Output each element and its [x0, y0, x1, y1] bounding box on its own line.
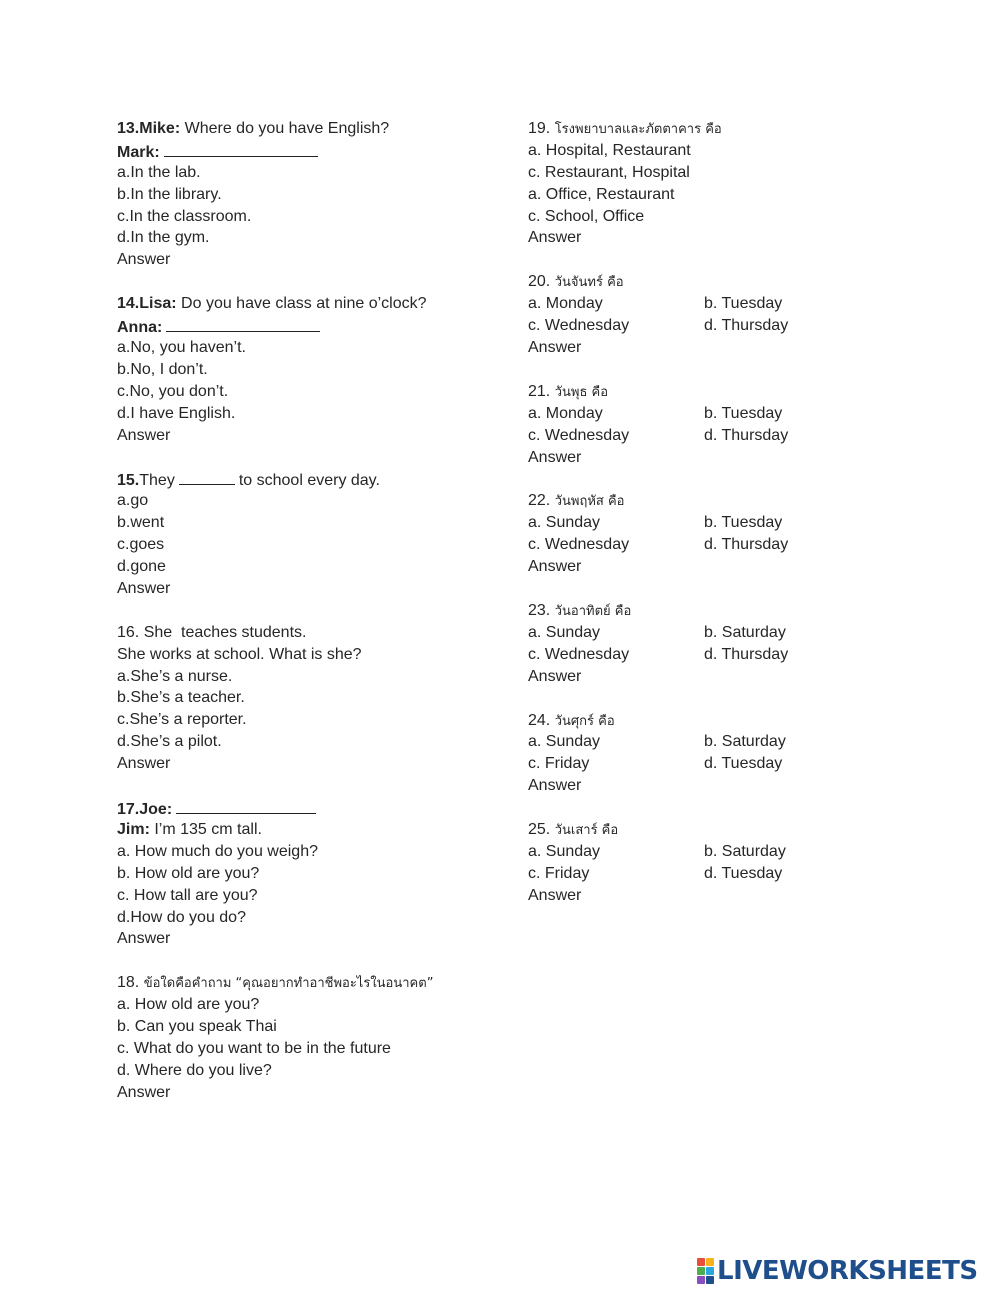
- logo-block: [697, 1258, 705, 1266]
- option: c. Wednesday: [528, 536, 630, 554]
- option: c. Wednesday: [528, 645, 630, 663]
- option: c.In the classroom.: [117, 207, 252, 225]
- option: a. Sunday: [528, 843, 601, 861]
- option: c. Restaurant, Hospital: [528, 163, 690, 181]
- option: c. Friday: [528, 864, 590, 882]
- question-16-prompt: 16. She teaches students.: [117, 623, 307, 641]
- option: b. Tuesday: [704, 514, 783, 532]
- option: d.In the gym.: [117, 229, 210, 247]
- option: c.goes: [117, 536, 165, 554]
- answer-field[interactable]: Answer: [117, 426, 171, 444]
- option: d. Thursday: [704, 317, 789, 335]
- question-24-prompt: 24. วันศุกร์ คือ: [528, 711, 615, 729]
- question-13-response: Mark:: [117, 140, 497, 162]
- option: b.She’s a teacher.: [117, 689, 245, 707]
- question-18-prompt: 18. ข้อใดคือคำถาม “คุณอยากทำอาชีพอะไรในอนาคต”: [117, 974, 434, 992]
- logo-mark-icon: [697, 1258, 714, 1284]
- option: d. Thursday: [704, 536, 789, 554]
- logo-block: [697, 1276, 705, 1284]
- question-17-response: Jim: I’m 135 cm tall.: [117, 820, 262, 838]
- liveworksheets-logo[interactable]: [697, 1256, 978, 1286]
- answer-blank[interactable]: [164, 140, 318, 157]
- option-row: [528, 534, 948, 556]
- option: a.She’s a nurse.: [117, 667, 233, 685]
- question-21-prompt: 21. วันพุธ คือ: [528, 382, 609, 400]
- option-row: [528, 293, 948, 315]
- option: a. Monday: [528, 404, 603, 422]
- option-row: [528, 512, 948, 534]
- answer-field[interactable]: Answer: [117, 1083, 171, 1101]
- question-13: [117, 118, 497, 271]
- option-row: [528, 622, 948, 644]
- right-column: [528, 118, 948, 907]
- answer-field[interactable]: Answer: [117, 755, 171, 773]
- answer-field[interactable]: Answer: [117, 579, 171, 597]
- question-15: [117, 468, 497, 599]
- option: b. Tuesday: [704, 295, 783, 313]
- option: d. Where do you live?: [117, 1061, 272, 1079]
- option: b. How old are you?: [117, 864, 260, 882]
- logo-block: [706, 1258, 714, 1266]
- option: d.I have English.: [117, 404, 236, 422]
- question-23-prompt: 23. วันอาทิตย์ คือ: [528, 602, 632, 620]
- answer-field[interactable]: Answer: [528, 339, 582, 357]
- question-19: [528, 118, 948, 249]
- option: d.She’s a pilot.: [117, 733, 222, 751]
- option: b. Saturday: [704, 843, 786, 861]
- question-16: [117, 622, 497, 775]
- option: a. Monday: [528, 295, 603, 313]
- question-16-prompt-2: She works at school. What is she?: [117, 645, 362, 663]
- option: a. Sunday: [528, 733, 601, 751]
- answer-blank[interactable]: [179, 468, 235, 485]
- option: d. Tuesday: [704, 755, 783, 773]
- option: b.In the library.: [117, 185, 222, 203]
- option-row: [528, 644, 948, 666]
- option-row: [528, 841, 948, 863]
- question-17-prompt: 17.Joe:: [117, 797, 497, 819]
- option: c. What do you want to be in the future: [117, 1039, 391, 1057]
- answer-field[interactable]: Answer: [528, 886, 582, 904]
- answer-field[interactable]: Answer: [528, 667, 582, 685]
- option-row: [528, 863, 948, 885]
- question-24: [528, 710, 948, 798]
- option: a. Hospital, Restaurant: [528, 141, 691, 159]
- option-row: [528, 753, 948, 775]
- logo-block: [706, 1276, 714, 1284]
- question-25: [528, 819, 948, 907]
- logo-block: [706, 1267, 714, 1275]
- left-column: [117, 118, 497, 1104]
- option: c.She’s a reporter.: [117, 711, 247, 729]
- answer-blank[interactable]: [166, 315, 320, 332]
- question-14-prompt: 14.Lisa: Do you have class at nine o’clock?: [117, 295, 427, 313]
- option: a. Office, Restaurant: [528, 185, 675, 203]
- option: b.No, I don’t.: [117, 360, 208, 378]
- answer-field[interactable]: Answer: [528, 558, 582, 576]
- option: d.gone: [117, 558, 166, 576]
- option: d. Thursday: [704, 426, 789, 444]
- question-20-prompt: 20. วันจันทร์ คือ: [528, 273, 624, 291]
- option: a.go: [117, 492, 149, 510]
- option: c.No, you don’t.: [117, 382, 229, 400]
- answer-field[interactable]: Answer: [528, 229, 582, 247]
- question-13-prompt: 13.Mike: Where do you have English?: [117, 120, 390, 137]
- question-14-response: Anna:: [117, 315, 497, 337]
- option-row: [528, 403, 948, 425]
- question-19-prompt: 19. โรงพยาบาลและภัตตาคาร คือ: [528, 120, 722, 137]
- option: c. How tall are you?: [117, 886, 258, 904]
- option-row: [528, 731, 948, 753]
- question-17: [117, 797, 497, 950]
- option: b.went: [117, 514, 165, 532]
- option: a.In the lab.: [117, 163, 201, 181]
- option: d.How do you do?: [117, 908, 246, 926]
- question-21: [528, 381, 948, 469]
- option: b. Can you speak Thai: [117, 1018, 277, 1036]
- answer-blank[interactable]: [176, 797, 316, 814]
- option: b. Saturday: [704, 733, 786, 751]
- option-row: [528, 315, 948, 337]
- option: a.No, you haven’t.: [117, 339, 246, 357]
- question-25-prompt: 25. วันเสาร์ คือ: [528, 821, 619, 839]
- answer-field[interactable]: Answer: [117, 930, 171, 948]
- answer-field[interactable]: Answer: [528, 777, 582, 795]
- question-22-prompt: 22. วันพฤหัส คือ: [528, 492, 625, 510]
- option: a. Sunday: [528, 623, 601, 641]
- answer-field[interactable]: Answer: [528, 448, 582, 466]
- logo-block: [697, 1267, 705, 1275]
- option: c. Wednesday: [528, 426, 630, 444]
- option: b. Tuesday: [704, 404, 783, 422]
- question-22: [528, 490, 948, 578]
- option: b. Saturday: [704, 623, 786, 641]
- option: d. Thursday: [704, 645, 789, 663]
- question-15-prompt: 15.They to school every day.: [117, 468, 497, 490]
- option: d. Tuesday: [704, 864, 783, 882]
- option: a. How much do you weigh?: [117, 842, 318, 860]
- question-18: [117, 972, 497, 1103]
- option: c. School, Office: [528, 207, 645, 225]
- option-row: [528, 425, 948, 447]
- logo-text: LIVEWORKSHEETS: [717, 1256, 978, 1286]
- option: c. Friday: [528, 755, 590, 773]
- option: a. Sunday: [528, 514, 601, 532]
- question-20: [528, 271, 948, 359]
- option: c. Wednesday: [528, 317, 630, 335]
- question-23: [528, 600, 948, 688]
- answer-field[interactable]: Answer: [117, 251, 171, 269]
- question-14: [117, 293, 497, 446]
- option: a. How old are you?: [117, 996, 260, 1014]
